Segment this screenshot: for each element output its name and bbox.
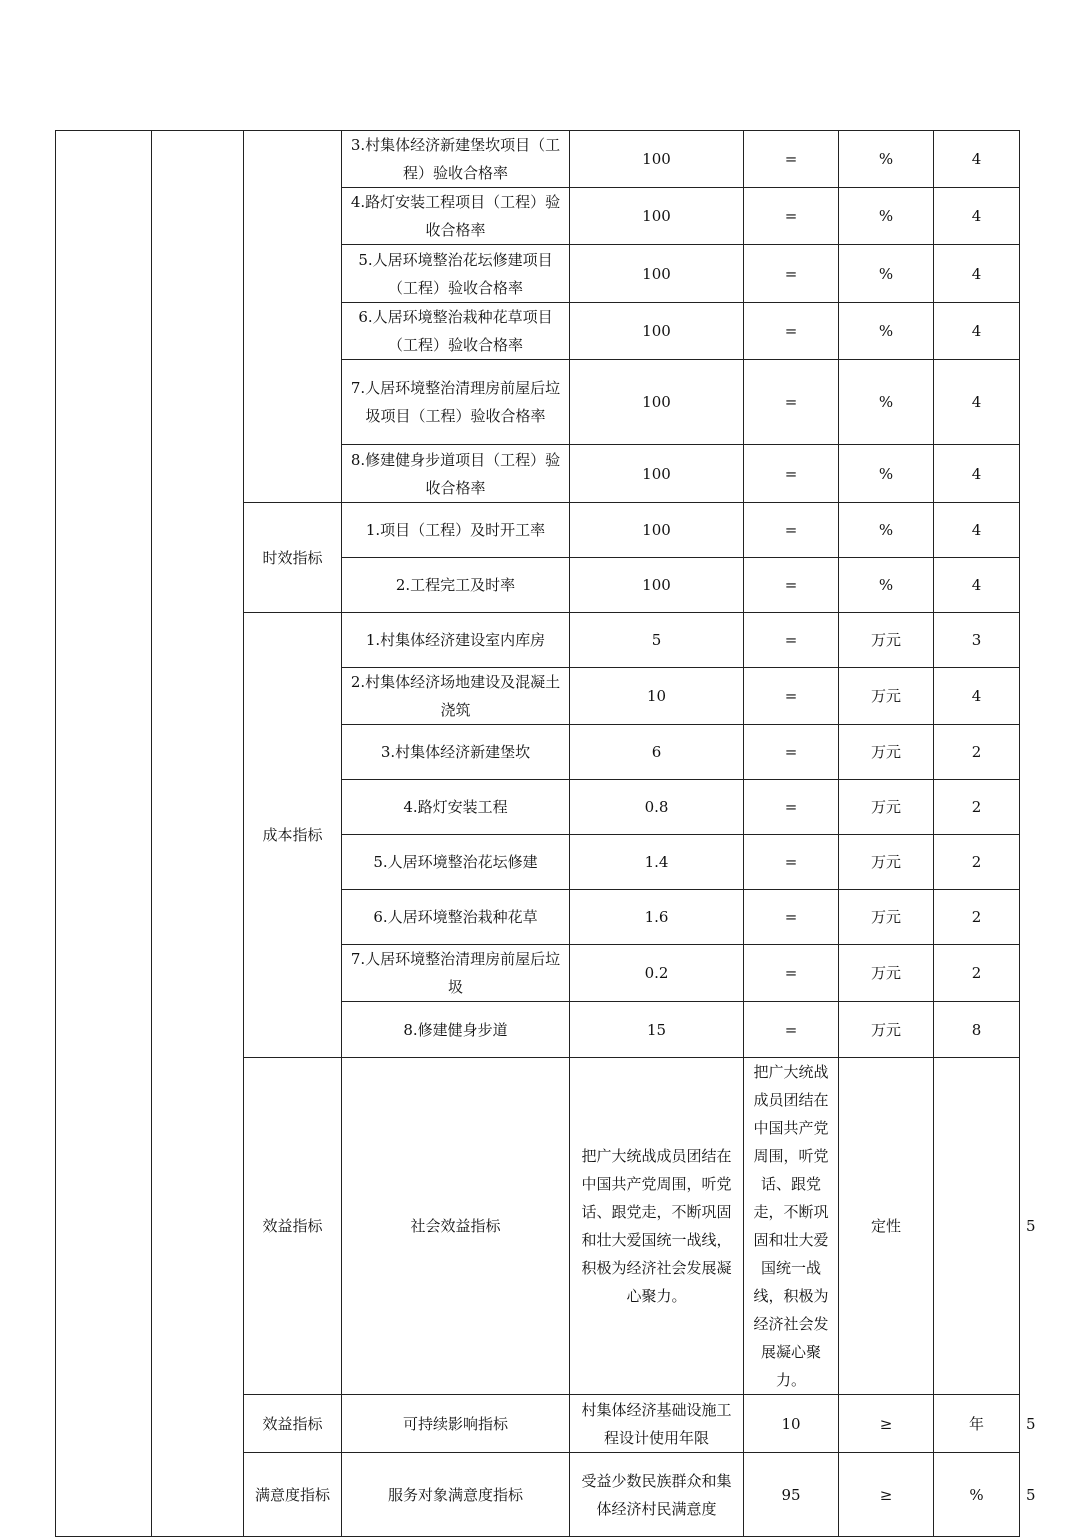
indicator-value: 1.6 (570, 890, 744, 945)
indicator-score: 2 (934, 945, 1020, 1002)
indicator-name: 村集体经济基础设施工程设计使用年限 (570, 1395, 744, 1453)
indicator-operator: = (744, 613, 839, 668)
indicator-name: 8.修建健身步道项目（工程）验收合格率 (342, 445, 570, 503)
indicator-operator: = (744, 725, 839, 780)
indicator-operator: = (744, 668, 839, 725)
indicator-value: 95 (744, 1453, 839, 1537)
indicator-unit: 万元 (839, 945, 934, 1002)
indicator-operator: ≥ (839, 1395, 934, 1453)
indicator-value: 100 (570, 188, 744, 245)
indicator-score: 4 (934, 503, 1020, 558)
indicator-name: 2.村集体经济场地建设及混凝土浇筑 (342, 668, 570, 725)
indicator-operator: = (744, 503, 839, 558)
indicator-name: 5.人居环境整治花坛修建项目（工程）验收合格率 (342, 245, 570, 303)
indicator-name: 4.路灯安装工程项目（工程）验收合格率 (342, 188, 570, 245)
indicator-unit: 万元 (839, 835, 934, 890)
table-row: 满意度指标 服务对象满意度指标 受益少数民族群众和集体经济村民满意度 95 ≥ % 5 (56, 1453, 1020, 1537)
indicator-unit: % (934, 1453, 1020, 1537)
indicator-value: 6 (570, 725, 744, 780)
indicator-score: 2 (934, 725, 1020, 780)
indicator-unit: % (839, 303, 934, 360)
indicator-value: 0.2 (570, 945, 744, 1002)
indicator-operator: 定性 (839, 1058, 934, 1395)
indicator-value: 10 (744, 1395, 839, 1453)
indicator-name: 8.修建健身步道 (342, 1002, 570, 1058)
indicator-score: 4 (934, 445, 1020, 503)
indicator-name: 5.人居环境整治花坛修建 (342, 835, 570, 890)
level3-quality-cell (244, 131, 342, 503)
indicator-score: 2 (934, 835, 1020, 890)
indicator-unit: 万元 (839, 613, 934, 668)
indicator-operator: = (744, 835, 839, 890)
indicator-operator: = (744, 303, 839, 360)
performance-indicator-table (55, 130, 1036, 1537)
indicator-unit: 年 (934, 1395, 1020, 1453)
indicator-value: 5 (570, 613, 744, 668)
indicator-value: 100 (570, 445, 744, 503)
indicator-score: 4 (934, 188, 1020, 245)
level3-timeliness-cell: 时效指标 (244, 503, 342, 613)
indicator-unit: 万元 (839, 890, 934, 945)
indicator-unit: 万元 (839, 780, 934, 835)
level1-cell (56, 131, 152, 1537)
level3-cost-cell: 成本指标 (244, 613, 342, 1058)
indicator-unit (934, 1058, 1020, 1395)
indicator-name: 把广大统战成员团结在中国共产党周围，听党话、跟党走，不断巩固和壮大爱国统一战线，积极为经济社会发展凝心聚力。 (570, 1058, 744, 1395)
indicator-score: 4 (934, 131, 1020, 188)
indicator-score: 4 (934, 245, 1020, 303)
indicator-score: 4 (934, 558, 1020, 613)
indicator-operator: = (744, 890, 839, 945)
indicator-score: 2 (934, 780, 1020, 835)
indicator-operator: = (744, 780, 839, 835)
indicator-unit: % (839, 558, 934, 613)
indicator-unit: % (839, 360, 934, 445)
indicator-operator: = (744, 188, 839, 245)
indicator-operator: = (744, 1002, 839, 1058)
level3-sustainable-cell: 可持续影响指标 (342, 1395, 570, 1453)
indicator-name: 3.村集体经济新建堡坎项目（工程）验收合格率 (342, 131, 570, 188)
indicator-name: 7.人居环境整治清理房前屋后垃圾 (342, 945, 570, 1002)
indicator-operator: = (744, 945, 839, 1002)
indicator-operator: = (744, 558, 839, 613)
indicator-name: 2.工程完工及时率 (342, 558, 570, 613)
indicator-value: 100 (570, 131, 744, 188)
indicator-value: 1.4 (570, 835, 744, 890)
indicator-value: 把广大统战成员团结在中国共产党周围，听党话、跟党走，不断巩固和壮大爱国统一战线，积极为经济社会发展凝心聚力。 (744, 1058, 839, 1395)
indicator-name: 6.人居环境整治栽种花草 (342, 890, 570, 945)
table-row: 效益指标 社会效益指标 把广大统战成员团结在中国共产党周围，听党话、跟党走，不断巩固和壮大爱国统一战线，积极为经济社会发展凝心聚力。 把广大统战成员团结在中国共产党周围，听党话、跟党走，不断巩固和壮大爱国统一战线，积极为经济社会发展凝心聚力。 定性 5 (56, 1058, 1020, 1395)
indicator-unit: % (839, 188, 934, 245)
level2-benefit-cell: 效益指标 (244, 1058, 342, 1395)
level2-satisfaction-cell: 满意度指标 (244, 1453, 342, 1537)
indicator-name: 6.人居环境整治栽种花草项目（工程）验收合格率 (342, 303, 570, 360)
indicator-value: 0.8 (570, 780, 744, 835)
indicator-name: 3.村集体经济新建堡坎 (342, 725, 570, 780)
indicator-operator: = (744, 131, 839, 188)
indicator-unit: 万元 (839, 1002, 934, 1058)
indicator-name: 7.人居环境整治清理房前屋后垃圾项目（工程）验收合格率 (342, 360, 570, 445)
table-row: 效益指标 可持续影响指标 村集体经济基础设施工程设计使用年限 10 ≥ 年 5 (56, 1395, 1020, 1453)
indicator-name: 4.路灯安装工程 (342, 780, 570, 835)
indicator-unit: % (839, 131, 934, 188)
indicator-value: 15 (570, 1002, 744, 1058)
indicator-value: 100 (570, 245, 744, 303)
level2-benefit-cell: 效益指标 (244, 1395, 342, 1453)
indicator-score: 4 (934, 303, 1020, 360)
indicator-score: 4 (934, 360, 1020, 445)
indicator-operator: = (744, 445, 839, 503)
indicator-unit: 万元 (839, 668, 934, 725)
level3-social-cell: 社会效益指标 (342, 1058, 570, 1395)
indicator-value: 100 (570, 303, 744, 360)
level3-satisfaction-cell: 服务对象满意度指标 (342, 1453, 570, 1537)
indicator-value: 100 (570, 360, 744, 445)
indicator-unit: % (839, 445, 934, 503)
indicator-value: 100 (570, 558, 744, 613)
indicator-operator: ≥ (839, 1453, 934, 1537)
indicator-operator: = (744, 360, 839, 445)
indicator-name: 受益少数民族群众和集体经济村民满意度 (570, 1453, 744, 1537)
level2-cell (152, 131, 244, 1537)
indicator-score: 8 (934, 1002, 1020, 1058)
indicator-score: 3 (934, 613, 1020, 668)
indicator-name: 1.项目（工程）及时开工率 (342, 503, 570, 558)
indicator-operator: = (744, 245, 839, 303)
indicator-unit: % (839, 245, 934, 303)
indicator-value: 10 (570, 668, 744, 725)
indicator-value: 100 (570, 503, 744, 558)
table-row (56, 131, 1020, 188)
indicator-score: 4 (934, 668, 1020, 725)
indicator-name: 1.村集体经济建设室内库房 (342, 613, 570, 668)
indicator-unit: 万元 (839, 725, 934, 780)
indicator-unit: % (839, 503, 934, 558)
indicator-score: 2 (934, 890, 1020, 945)
